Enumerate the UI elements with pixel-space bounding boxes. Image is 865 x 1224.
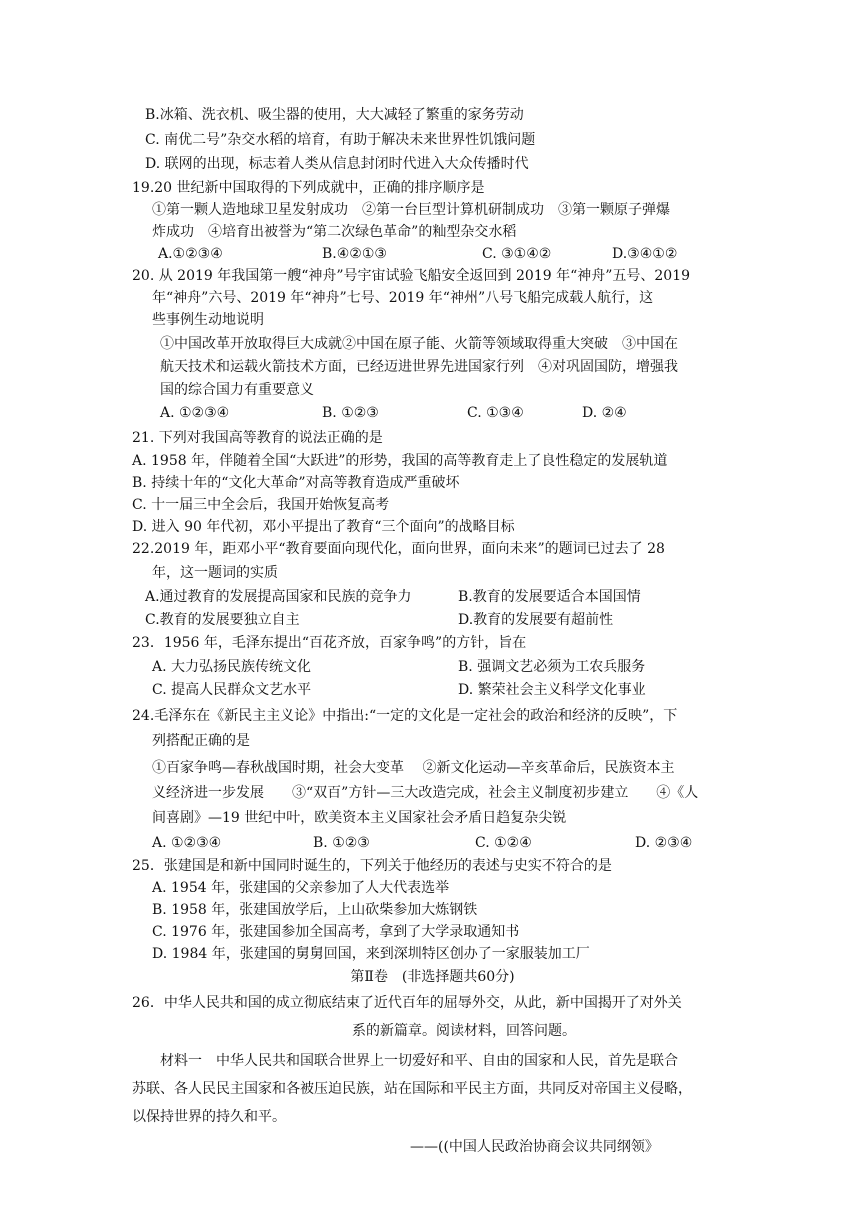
q24-stem-line1: 24.毛泽东在《新民主主义论》中指出:“一定的文化是一定社会的政治和经济的反映”，下 <box>132 708 678 724</box>
q19-items-line2: 炸成功 ④培育出被誉为“第二次绿色革命”的籼型杂交水稻 <box>152 224 517 240</box>
q24-stem-line2: 列搭配正确的是 <box>152 733 250 749</box>
q25-stem: 25．张建国是和新中国同时诞生的，下列关于他经历的表述与史实不符合的是 <box>132 858 612 874</box>
q26-material-1-line3: 以保持世界的持久和平。 <box>132 1109 286 1125</box>
q23-option-a: A. 大力弘扬民族传统文化 <box>152 659 312 675</box>
q24-items-line3: 间喜剧》—19 世纪中叶，欧美资本主义国家社会矛盾日趋复杂尖锐 <box>152 810 567 826</box>
q19-items-line1: ①第一颗人造地球卫星发射成功 ②第一台巨型计算机研制成功 ③第一颗原子弹爆 <box>152 202 670 218</box>
q18-option-b: B.冰箱、洗衣机、吸尘器的使用，大大减轻了繁重的家务劳动 <box>145 107 524 123</box>
q22-stem-line2: 年，这一题词的实质 <box>152 565 278 581</box>
q19-option-a: A.①②③④ <box>158 246 223 262</box>
q23-option-b: B. 强调文艺必须为工农兵服务 <box>458 659 646 675</box>
q21-option-a: A. 1958 年，伴随着全国“大跃进”的形势，我国的高等教育走上了良性稳定的发展轨道 <box>132 453 668 469</box>
q26-material-1-line1: 材料一 中华人民共和国联合世界上一切爱好和平、自由的国家和人民，首先是联合 <box>160 1053 678 1069</box>
q20-items-line2: 航天技术和运载火箭技术方面，已经迈进世界先进国家行列 ④对巩固国防，增强我 <box>160 359 678 375</box>
q20-option-c: C. ①③④ <box>467 405 524 421</box>
q22-option-b: B.教育的发展要适合本国国情 <box>458 589 641 605</box>
q25-option-c: C. 1976 年，张建国参加全国高考，拿到了大学录取通知书 <box>152 924 520 940</box>
q24-options <box>0 832 865 854</box>
q26-stem-line1: 26．中华人民共和国的成立彻底结束了近代百年的屈辱外交，从此，新中国揭开了对外关 <box>132 995 682 1011</box>
q18-option-d: D. 联网的出现，标志着人类从信息封闭时代进入大众传播时代 <box>145 156 529 172</box>
q24-option-b: B. ①②③ <box>313 835 370 851</box>
q22-option-c: C.教育的发展要独立自主 <box>145 612 300 628</box>
q22-stem-line1: 22.2019 年，距邓小平“教育要面向现代化，面向世界，面向未来”的题词已过去了 28 <box>132 541 665 557</box>
q26-material-1-line2: 苏联、各人民民主国家和各被压迫民族，站在国际和平民主方面，共同反对帝国主义侵略， <box>132 1081 692 1097</box>
q20-stem-line3: 些事例生动地说明 <box>152 312 264 328</box>
q20-items-line1: ①中国改革开放取得巨大成就②中国在原子能、火箭等领域取得重大突破 ③中国在 <box>160 336 678 352</box>
q20-stem-line1: 20. 从 2019 年我国第一艘“神舟”号宇宙试验飞船安全返回到 2019 年“神舟”五号、2019 <box>132 268 691 284</box>
q20-options <box>0 402 865 424</box>
q19-option-b: B.④②①③ <box>322 246 387 262</box>
q21-option-c: C. 十一届三中全会后，我国开始恢复高考 <box>132 497 390 513</box>
q24-option-a: A. ①②③④ <box>152 835 222 851</box>
q22-option-a: A.通过教育的发展提高国家和民族的竞争力 <box>145 589 412 605</box>
q26-stem-line2: 系的新篇章。阅读材料，回答问题。 <box>352 1023 576 1039</box>
q19-option-c: C. ③①④② <box>482 246 552 262</box>
q19-options <box>0 243 865 265</box>
q23-option-c: C. 提高人民群众文艺水平 <box>152 682 312 698</box>
q19-option-d: D.③④①② <box>612 246 678 262</box>
section-2-title: 第Ⅱ卷 (非选择题共60分) <box>350 969 515 985</box>
q23-stem: 23．1956 年，毛泽东提出“百花齐放，百家争鸣”的方针，旨在 <box>132 635 527 651</box>
q22-option-d: D.教育的发展要有超前性 <box>458 612 614 628</box>
q24-option-c: C. ①②④ <box>475 835 532 851</box>
q25-option-b: B. 1958 年，张建国放学后，上山砍柴参加大炼钢铁 <box>152 902 478 918</box>
q21-stem: 21. 下列对我国高等教育的说法正确的是 <box>132 430 383 446</box>
q23-option-d: D. 繁荣社会主义科学文化事业 <box>458 682 646 698</box>
q20-option-b: B. ①②③ <box>322 405 379 421</box>
q24-option-d: D. ②③④ <box>635 835 693 851</box>
q21-option-b: B. 持续十年的“文化大革命”对高等教育造成严重破坏 <box>132 475 460 491</box>
q24-items-line2: 义经济进一步发展 ③“双百”方针—三大改造完成，社会主义制度初步建立 ④《人 <box>152 785 699 801</box>
q21-option-d: D. 进入 90 年代初，邓小平提出了教育“三个面向”的战略目标 <box>132 519 515 535</box>
q25-option-d: D. 1984 年，张建国的舅舅回国，来到深圳特区创办了一家服装加工厂 <box>152 946 590 962</box>
q26-material-1-source: ——((中国人民政治协商会议共同纲领》 <box>410 1139 659 1155</box>
q20-option-d: D. ②④ <box>582 405 627 421</box>
q20-items-line3: 国的综合国力有重要意义 <box>160 382 314 398</box>
q20-stem-line2: 年“神舟”六号、2019 年“神舟”七号、2019 年“神州”八号飞船完成载人航行，这 <box>152 290 654 306</box>
q19-stem: 19.20 世纪新中国取得的下列成就中，正确的排序顺序是 <box>132 180 485 196</box>
q20-option-a: A. ①②③④ <box>160 405 230 421</box>
q24-items-line1: ①百家争鸣—春秋战国时期，社会大变革 ②新文化运动—辛亥革命后，民族资本主 <box>152 760 675 776</box>
q25-option-a: A. 1954 年，张建国的父亲参加了人大代表选举 <box>152 880 450 896</box>
q18-option-c: C. 南优二号”杂交水稻的培育，有助于解决未来世界性饥饿问题 <box>145 132 536 148</box>
